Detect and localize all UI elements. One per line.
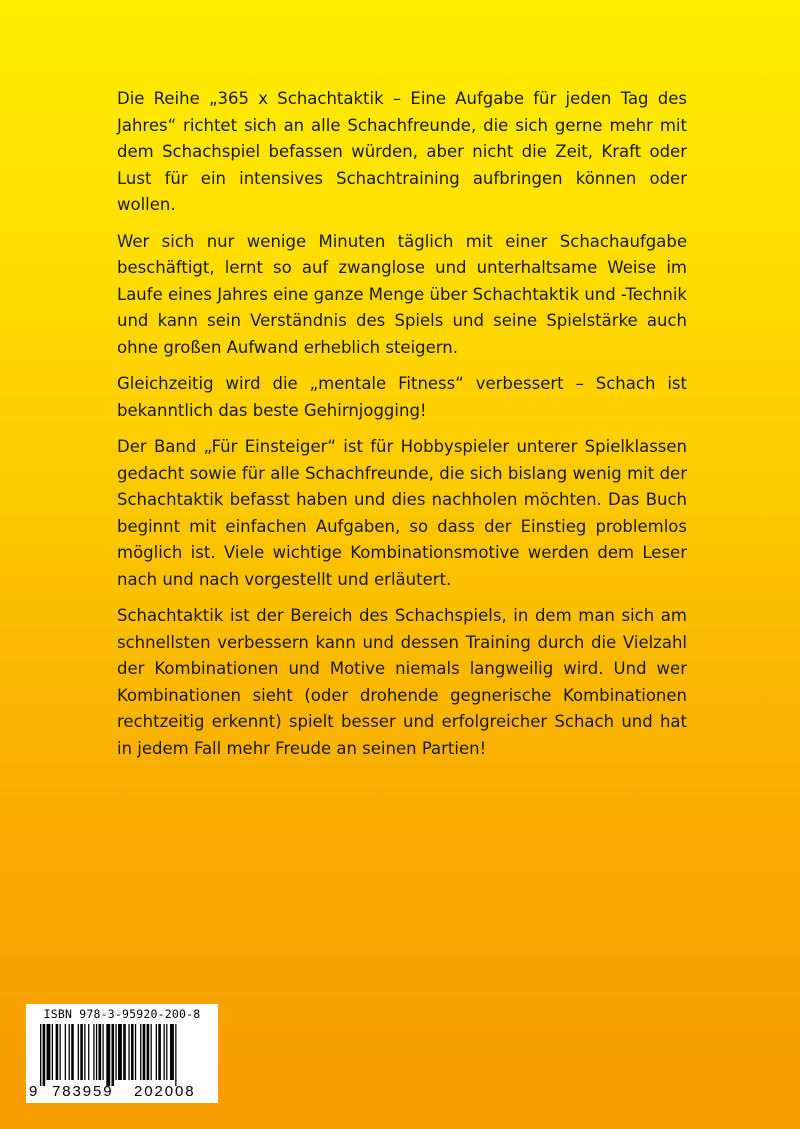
- isbn-label: ISBN 978-3-95920-200-8: [43, 1007, 201, 1021]
- ean-lead-digit: 9: [29, 1083, 38, 1100]
- blurb-paragraph-3: Gleichzeitig wird die „mentale Fitness“ verbessert – Schach ist bekanntlich das beste Gehirnjogging!: [117, 374, 687, 420]
- back-cover-text: [117, 86, 687, 772]
- isbn-barcode: [26, 1004, 218, 1103]
- blurb-paragraph-1: Die Reihe „365 x Schachtaktik – Eine Aufgabe für jeden Tag des Jahres“ richtet sich an alle Schachfreunde, die sich gerne mehr mit dem Schachspiel befassen würden, aber nicht die Zeit, Kraft oder Lust für ein intensives Schachtraining aufbringen können oder wollen.: [117, 89, 687, 214]
- blurb-paragraph-5: Schachtaktik ist der Bereich des Schachspiels, in dem man sich am schnellsten verbessern kann und dessen Training durch die Vielzahl der Kombinationen und Motive niemals langweilig wird. Und wer Kombinationen sieht (oder drohende gegnerische Kombinationen rechtzeitig erkennt) spielt besser und erfolgreicher Schach und hat in jedem Fall mehr Freude an seinen Partien!: [117, 606, 687, 758]
- barcode-bars-icon: [26, 1022, 218, 1088]
- ean-left-digits: 783959: [52, 1083, 114, 1100]
- blurb-paragraph-2: Wer sich nur wenige Minuten täglich mit einer Schachaufgabe beschäftigt, lernt so auf zwanglose und unterhaltsame Weise im Laufe eines Jahres eine ganze Menge über Schachtaktik und -Technik und kann sein Verständnis des Spiels und seine Spielstärke auch ohne großen Aufwand erheblich steigern.: [117, 231, 687, 357]
- blurb-paragraph-4: Der Band „Für Einsteiger“ ist für Hobbyspieler unterer Spielklassen gedacht sowie für alle Schachfreunde, die sich bislang wenig mit der Schachtaktik befasst haben und dies nachholen möchten. Das Buch beginnt mit einfachen Aufgaben, so dass der Einstieg problemlos möglich ist. Viele wichtige Kombinationsmotive werden dem Leser nach und nach vorgestellt und erläutert.: [117, 437, 687, 589]
- ean-right-digits: 202008: [134, 1083, 196, 1100]
